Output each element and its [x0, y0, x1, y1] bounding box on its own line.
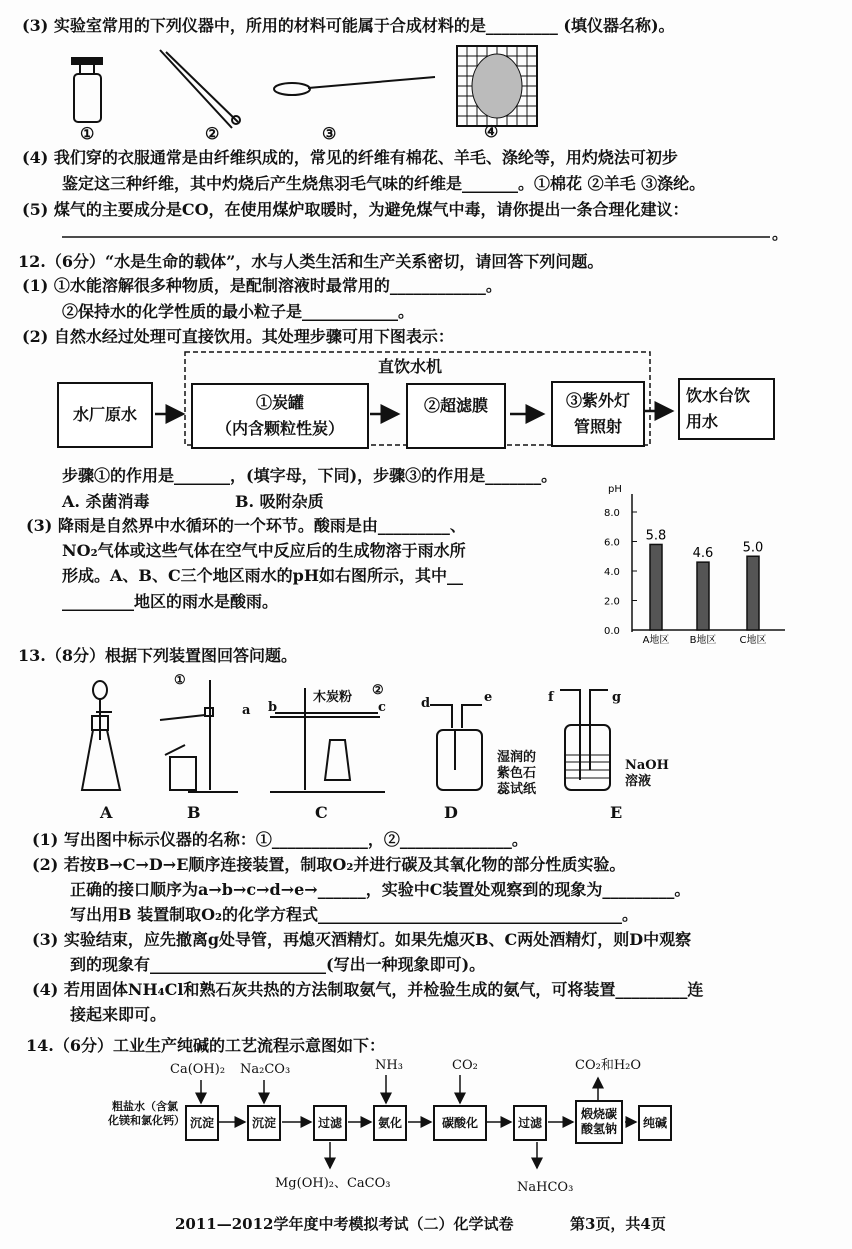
- output-sub: 用水: [686, 412, 719, 431]
- option-a: A. 杀菌消毒: [62, 492, 150, 511]
- port-e: e: [484, 690, 493, 705]
- q13-part2a: (2) 若按B→C→D→E顺序连接装置，制取O₂并进行碳及其氧化物的部分性质实验。: [32, 855, 626, 874]
- q13-part4b: 接起来即可。: [70, 1005, 167, 1024]
- mark-1: ①: [174, 673, 186, 688]
- process-step: 碳酸化: [433, 1105, 487, 1141]
- source-brine: 粗盐水（含氯化镁和氯化钙）: [108, 1100, 185, 1127]
- flow-step-2: [406, 383, 506, 449]
- x-category-label: C地区: [739, 635, 767, 646]
- apparatus-d-bottle-icon: [430, 705, 482, 790]
- q12-part2: (2) 自然水经过处理可直接饮用。其处理步骤可用下图表示：: [22, 327, 454, 346]
- mark-2: ②: [372, 683, 384, 698]
- bar-value-label: 5.8: [645, 528, 667, 544]
- q13-part4a: (4) 若用固体NH₄Cl和熟石灰共热的方法制取氨气，并检验生成的氨气，可将装置_________连: [32, 980, 704, 999]
- image-label-4: ④: [484, 122, 499, 141]
- spoon-icon: [274, 77, 435, 95]
- bar: [697, 562, 709, 630]
- image-label-2: ②: [205, 124, 220, 143]
- output-nahco3: NaHCO₃: [517, 1180, 574, 1195]
- x-category-label: B地区: [689, 635, 717, 646]
- port-f: f: [548, 690, 554, 705]
- y-axis-label: pH: [608, 484, 622, 495]
- q13-part3a: (3) 实验结束，应先撤离g处导管，再熄灭酒精灯。如果先熄灭B、C两处酒精灯，则D中观察: [32, 930, 692, 949]
- process-step: 沉淀: [247, 1105, 281, 1141]
- litmus-label: 湿润的紫色石蕊试纸: [497, 750, 537, 797]
- q13-part1: (1) 写出图中标示仪器的名称：①____________，②______________。: [32, 830, 528, 849]
- flow-output: [678, 378, 775, 440]
- process-step: 纯碱: [638, 1105, 672, 1141]
- wire-gauze-icon: [457, 46, 537, 126]
- port-g: g: [612, 690, 622, 705]
- y-tick-label: 8.0: [604, 508, 620, 519]
- input-na2co3: Na₂CO₃: [240, 1062, 291, 1077]
- y-tick-label: 6.0: [604, 537, 620, 549]
- footer-title: 2011—2012学年度中考模拟考试（二）化学试卷: [175, 1215, 514, 1233]
- q12-part1a: (1) ①水能溶解很多种物质，是配制溶液时最常用的____________。: [22, 276, 502, 295]
- port-b: b: [268, 700, 278, 715]
- apparatus-b-heating-icon: [160, 680, 238, 792]
- crucible-tongs-icon: [160, 50, 240, 128]
- flow-step-3: [551, 381, 645, 447]
- step3-sub: 管照射: [573, 417, 622, 436]
- y-tick-label: 4.0: [604, 567, 620, 578]
- q12-step-question: 步骤①的作用是_______，(填字母，下同)，步骤③的作用是_______。: [62, 466, 558, 485]
- apparatus-label-d: D: [444, 803, 458, 822]
- port-a: a: [242, 703, 251, 718]
- q14-title: 14.（6分）工业生产纯碱的工艺流程示意图如下：: [26, 1036, 385, 1055]
- q11-part5-end: 。: [772, 224, 789, 243]
- machine-label: 直饮水机: [378, 357, 443, 376]
- process-step: 氨化: [373, 1105, 407, 1141]
- bar-value-label: 5.0: [742, 540, 764, 556]
- q12-part3c: 形成。A、B、C三个地区雨水的pH如右图所示，其中__: [62, 566, 463, 585]
- step1-label: ①炭罐: [255, 393, 304, 412]
- flow-raw-water: [57, 382, 153, 448]
- q11-part3: (3) 实验室常用的下列仪器中，所用的材料可能属于合成材料的是_________ (填仪器名称)。: [22, 16, 675, 35]
- naoh-label: NaOH溶液: [625, 758, 669, 789]
- output-label: 饮水台饮: [686, 386, 751, 405]
- flow-step-1: [191, 383, 369, 449]
- x-category-label: A地区: [642, 635, 670, 646]
- image-label-3: ③: [322, 124, 337, 143]
- flow-raw-label: 水厂原水: [72, 405, 137, 424]
- reagent-bottle-icon: [72, 58, 102, 122]
- process-step: 过滤: [513, 1105, 547, 1141]
- q11-part4b: 鉴定这三种纤维，其中灼烧后产生烧焦羽毛气味的纤维是_______。①棉花 ②羊毛 ③涤纶。: [62, 174, 706, 193]
- q11-part4a: (4) 我们穿的衣服通常是由纤维织成的，常见的纤维有棉花、羊毛、涤纶等，用灼烧法可初步: [22, 148, 678, 167]
- port-d: d: [421, 696, 431, 711]
- bar: [747, 556, 759, 630]
- apparatus-label-b: B: [187, 803, 201, 822]
- port-c: c: [378, 700, 386, 715]
- output-mgoh2-caco3: Mg(OH)₂、CaCO₃: [275, 1176, 391, 1191]
- image-label-1: ①: [80, 124, 95, 143]
- input-co2: CO₂: [452, 1058, 478, 1073]
- q12-part3a: (3) 降雨是自然界中水循环的一个环节。酸雨是由_________、: [26, 516, 466, 535]
- bar: [650, 544, 662, 630]
- apparatus-label-c: C: [315, 803, 328, 822]
- q13-part3b: 到的现象有______________________(写出一种现象即可)。: [70, 955, 486, 974]
- input-caoh2: Ca(OH)₂: [170, 1062, 226, 1077]
- process-step: 过滤: [313, 1105, 347, 1141]
- step2-label: ②超滤膜: [423, 396, 488, 415]
- ph-bar-chart: [604, 484, 785, 646]
- charcoal-label: 木炭粉: [313, 690, 353, 705]
- q12-title: 12.（6分）“水是生命的载体”，水与人类生活和生产关系密切，请回答下列问题。: [18, 252, 604, 271]
- y-tick-label: 2.0: [604, 596, 620, 608]
- process-step: 煅烧碳酸氢钠: [575, 1100, 623, 1144]
- y-tick-label: 0.0: [604, 626, 620, 637]
- apparatus-a-flask-icon: [82, 681, 120, 790]
- q12-part3d: _________地区的雨水是酸雨。: [62, 592, 279, 611]
- step3-label: ③紫外灯: [565, 391, 630, 410]
- q12-part3b: NO₂气体或这些气体在空气中反应后的生成物溶于雨水所: [62, 541, 466, 560]
- step1-sub: （内含颗粒性炭）: [215, 419, 344, 438]
- process-step: 沉淀: [185, 1105, 219, 1141]
- footer-page: 第3页，共4页: [570, 1215, 666, 1233]
- q12-part1b: ②保持水的化学性质的最小粒子是____________。: [62, 302, 415, 321]
- apparatus-e-bottle-icon: [560, 690, 610, 790]
- q13-title: 13.（8分）根据下列装置图回答问题。: [18, 646, 297, 665]
- q13-part2b: 正确的接口顺序为a→b→c→d→e→______，实验中C装置处观察到的现象为_________。: [70, 880, 691, 899]
- option-b: B. 吸附杂质: [235, 492, 324, 511]
- bar-value-label: 4.6: [692, 546, 714, 562]
- input-nh3: NH₃: [375, 1058, 403, 1073]
- q13-part2c: 写出用B 装置制取O₂的化学方程式______________________________________。: [70, 905, 639, 924]
- q11-part5: (5) 煤气的主要成分是CO，在使用煤炉取暖时，为避免煤气中毒，请你提出一条合理化建议：: [22, 200, 689, 219]
- output-co2-h2o: CO₂和H₂O: [575, 1058, 642, 1073]
- apparatus-label-a: A: [100, 803, 113, 822]
- apparatus-label-e: E: [610, 803, 623, 822]
